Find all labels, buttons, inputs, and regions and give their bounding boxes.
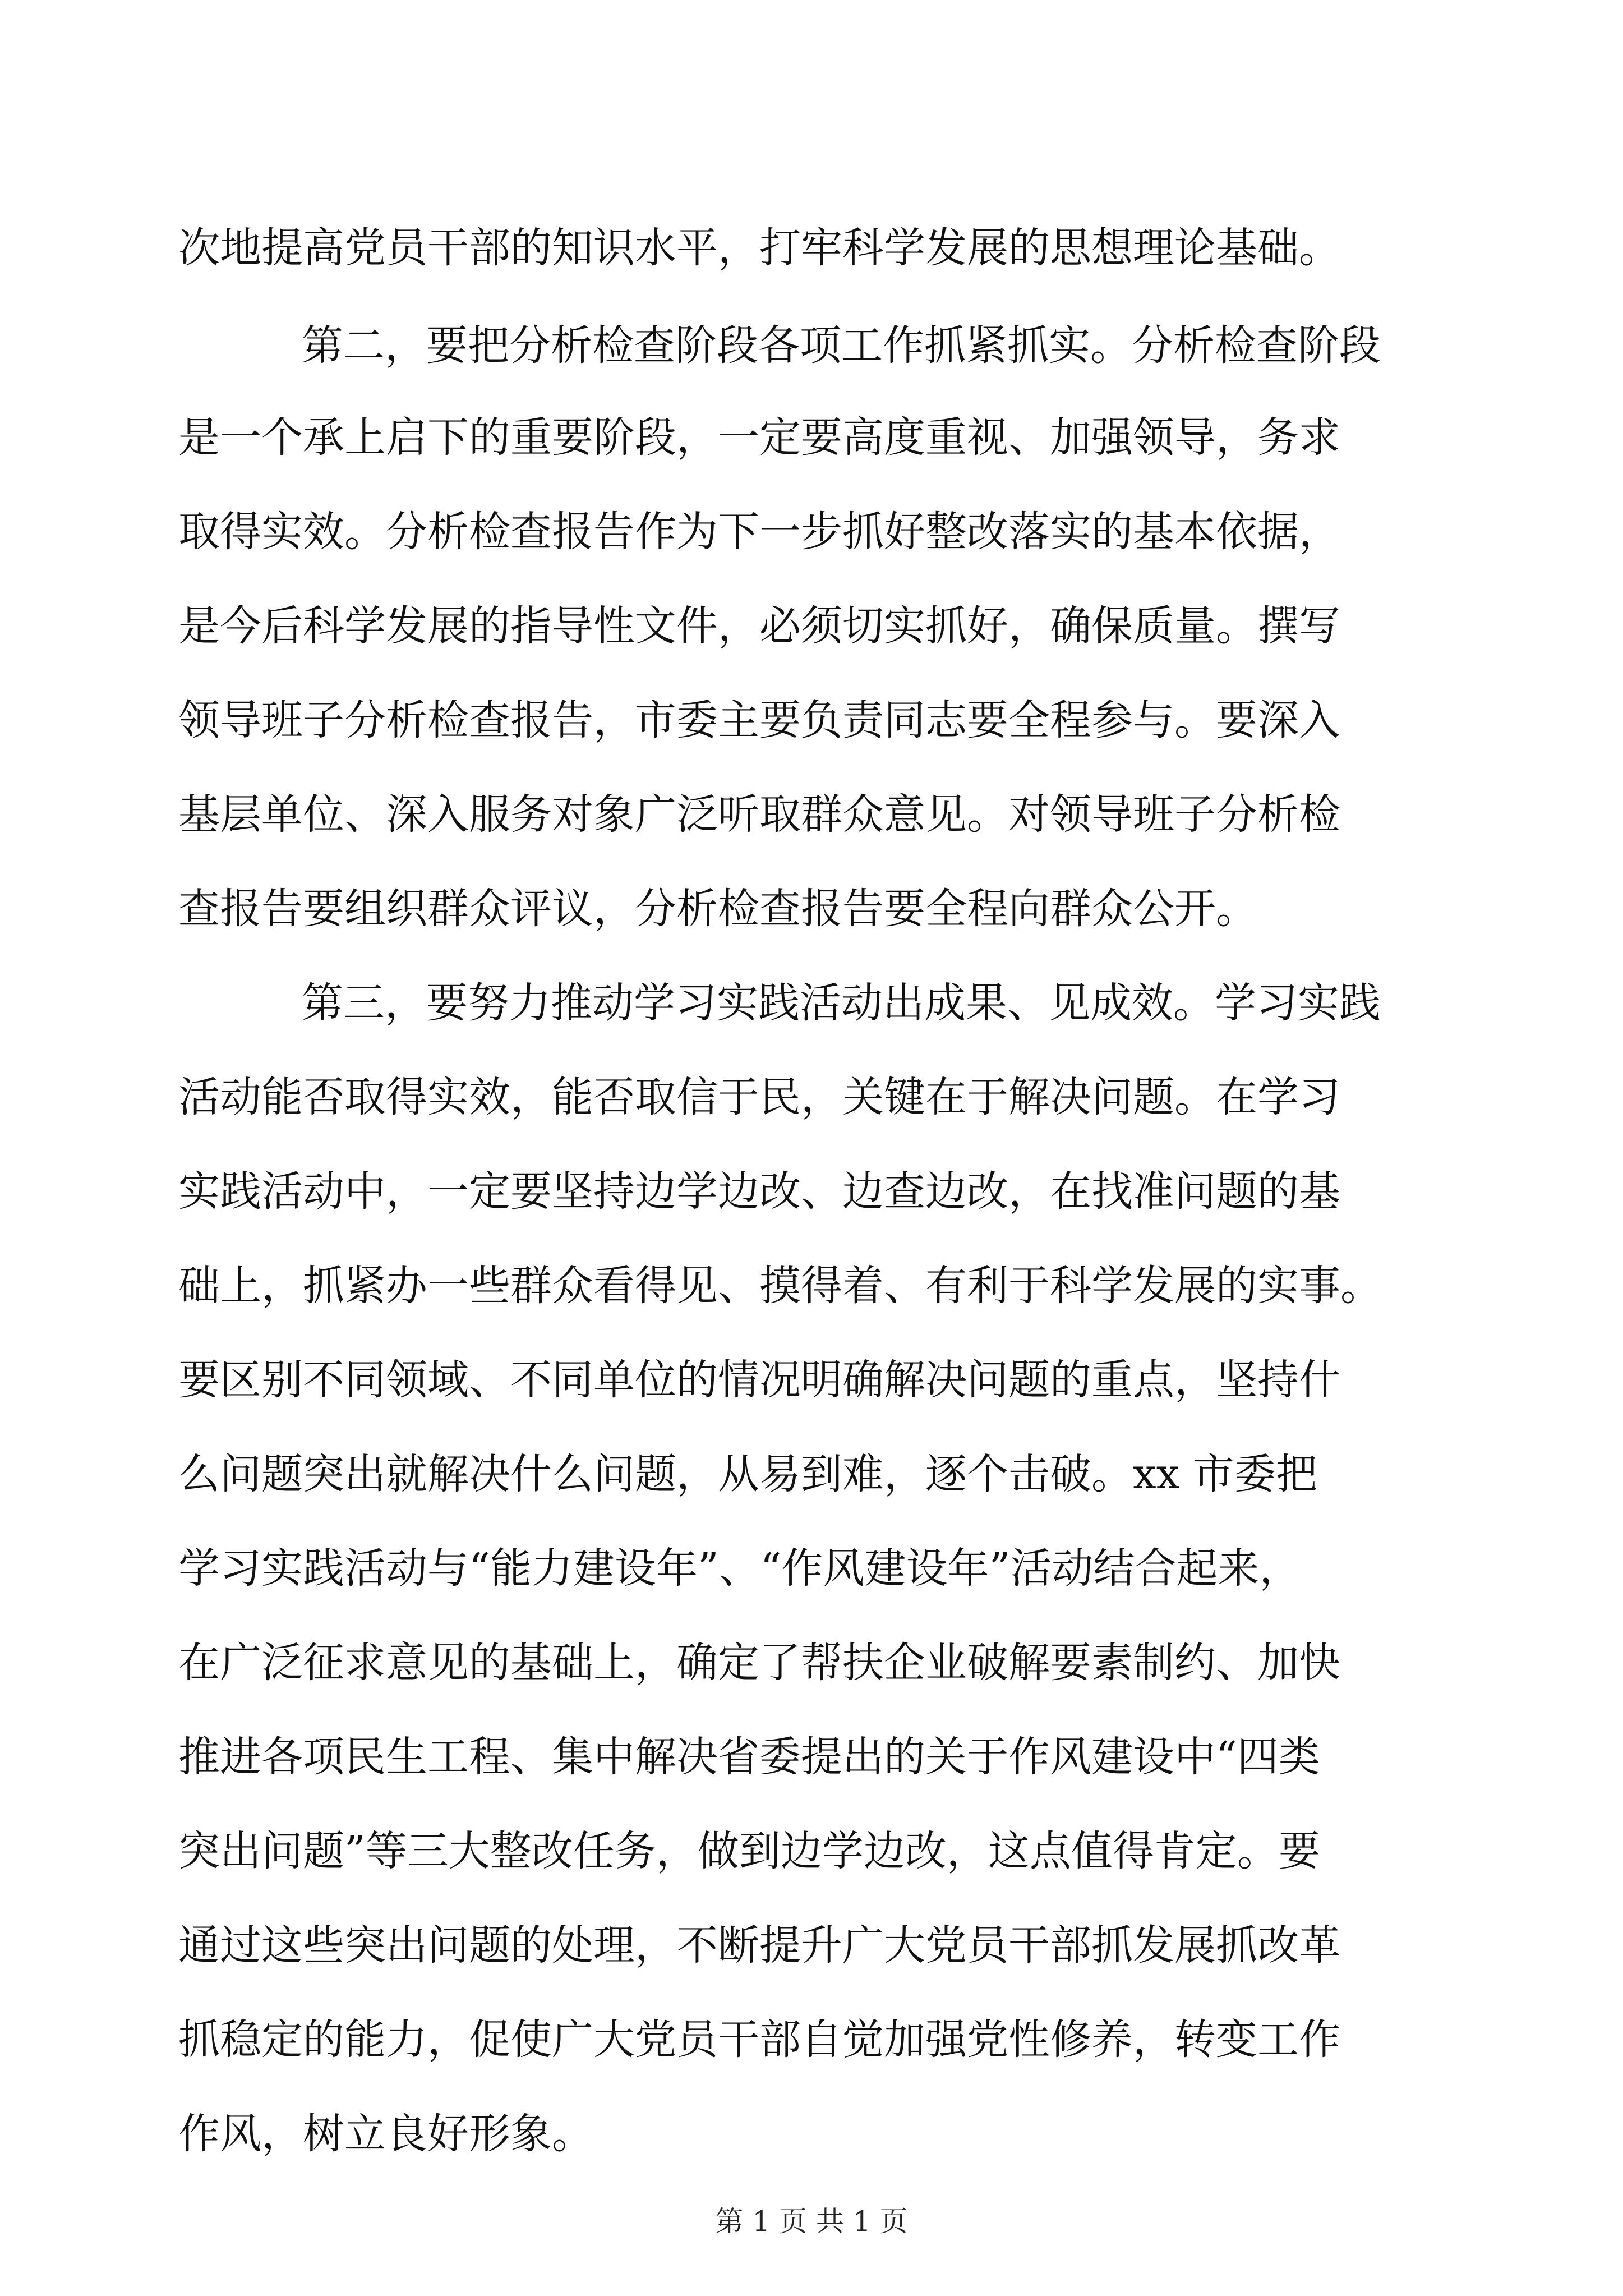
text-line-content: 抓稳定的能力，促使广大党员干部自觉加强党性修养，转变工作 bbox=[178, 2016, 1340, 2064]
text-line bbox=[0, 1158, 1623, 1225]
text-line-content: 突出问题”等三大整改任务，做到边学边改，这点值得肯定。要 bbox=[178, 1827, 1320, 1875]
text-line bbox=[0, 781, 1623, 848]
text-line bbox=[0, 1441, 1623, 1508]
paragraph-start-line bbox=[0, 969, 1623, 1037]
paragraph-start-line bbox=[0, 312, 1623, 379]
text-line bbox=[0, 2100, 1623, 2168]
text-line-content: 次地提高党员干部的知识水平，打牢科学发展的思想理论基础。 bbox=[178, 224, 1340, 272]
text-line-content: 通过这些突出问题的处理，不断提升广大党员干部抓发展抓改革 bbox=[178, 1921, 1340, 1970]
text-line-content: 第三，要努力推动学习实践活动出成果、见成效。学习实践 bbox=[302, 979, 1381, 1027]
text-line bbox=[0, 2006, 1623, 2073]
text-line-content: 么问题突出就解决什么问题，从易到难，逐个击破。xx 市委把 bbox=[178, 1450, 1317, 1498]
page-footer: 第 1 页 共 1 页 bbox=[715, 2205, 908, 2238]
text-line-content: 活动能否取得实效，能否取信于民，关键在于解决问题。在学习 bbox=[178, 1073, 1340, 1121]
text-line bbox=[0, 592, 1623, 660]
text-line bbox=[0, 214, 1623, 282]
text-line-content: 第二，要把分析检查阶段各项工作抓紧抓实。分析检查阶段 bbox=[302, 321, 1381, 370]
text-line bbox=[0, 1535, 1623, 1602]
text-line bbox=[0, 1912, 1623, 1979]
text-line-content: 作风，树立良好形象。 bbox=[178, 2110, 593, 2158]
text-line bbox=[0, 1064, 1623, 1131]
text-line bbox=[0, 1818, 1623, 1885]
text-line bbox=[0, 1346, 1623, 1414]
text-line-content: 领导班子分析检查报告，市委主要负责同志要全程参与。要深入 bbox=[178, 696, 1340, 744]
text-line-content: 要区别不同领域、不同单位的情况明确解决问题的重点，坚持什 bbox=[178, 1356, 1340, 1404]
text-line bbox=[0, 1252, 1623, 1319]
text-line-content: 实践活动中，一定要坚持边学边改、边查边改，在找准问题的基 bbox=[178, 1167, 1340, 1216]
text-line-content: 在广泛征求意见的基础上，确定了帮扶企业破解要素制约、加快 bbox=[178, 1639, 1340, 1687]
text-line-content: 取得实效。分析检查报告作为下一步抓好整改落实的基本依据， bbox=[178, 508, 1340, 556]
text-line bbox=[0, 1629, 1623, 1696]
text-line-content: 推进各项民生工程、集中解决省委提出的关于作风建设中“四类 bbox=[178, 1733, 1320, 1781]
text-line-content: 基层单位、深入服务对象广泛听取群众意见。对领导班子分析检 bbox=[178, 790, 1340, 839]
text-line bbox=[0, 687, 1623, 754]
text-line-content: 查报告要组织群众评议，分析检查报告要全程向群众公开。 bbox=[178, 885, 1257, 933]
text-line-content: 是一个承上启下的重要阶段，一定要高度重视、加强领导，务求 bbox=[178, 413, 1340, 462]
text-line bbox=[0, 875, 1623, 942]
text-line-content: 学习实践活动与“能力建设年”、“作风建设年”活动结合起来， bbox=[178, 1544, 1301, 1593]
text-line bbox=[0, 1723, 1623, 1791]
text-line bbox=[0, 404, 1623, 471]
text-line bbox=[0, 498, 1623, 565]
text-line-content: 础上，抓紧办一些群众看得见、摸得着、有利于科学发展的实事。 bbox=[178, 1262, 1382, 1310]
text-line-content: 是今后科学发展的指导性文件，必须切实抓好，确保质量。撰写 bbox=[178, 602, 1340, 650]
